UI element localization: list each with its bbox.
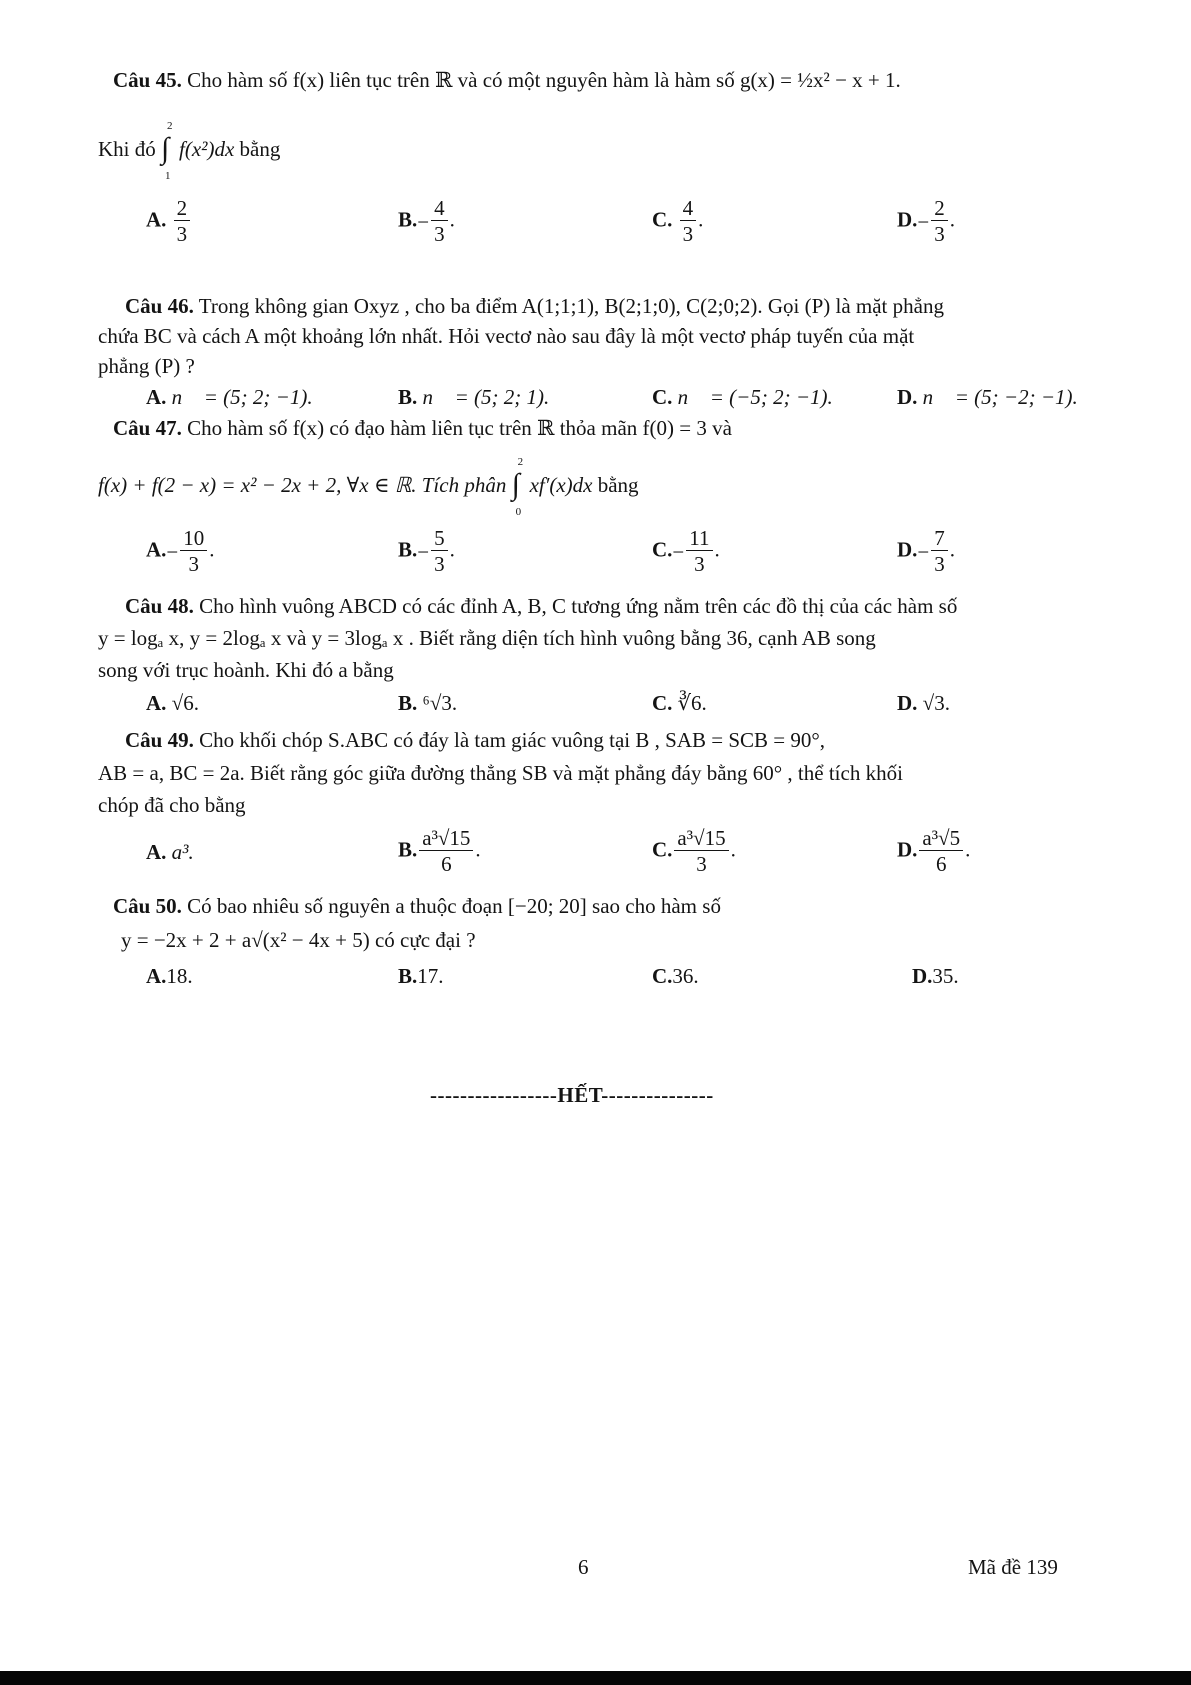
q46-option-b-value: n⃗ = (5; 2; 1). (422, 385, 550, 409)
q49-line3: chóp đã cho bằng (98, 793, 246, 817)
q48-option-c-value: ∛6. (677, 691, 707, 715)
q49-option-d-fraction (919, 826, 963, 877)
q46-option-b (398, 383, 549, 411)
q45-integral-lower: 1 (165, 170, 171, 183)
q49-line1 (125, 726, 825, 754)
q45-option-a-fraction (174, 196, 191, 247)
q48-line3: song với trục hoành. Khi đó a bằng (98, 658, 394, 682)
q46-option-a (146, 383, 313, 411)
q45-b-num: 4 (431, 196, 448, 221)
integral-sign-icon: ∫ (161, 132, 170, 166)
q49-option-b-label: B. (398, 837, 418, 862)
q49-text1: Cho khối chóp S.ABC có đáy là tam giác vuông tại B , SAB = SCB = 90°, (199, 728, 826, 752)
q50-option-d-label: D. (912, 964, 933, 988)
q45-option-a (146, 196, 192, 247)
q47-d-num: 7 (931, 526, 948, 551)
q46-number: Câu 46. (125, 294, 194, 318)
q46-option-c (652, 383, 833, 411)
q49-option-b: B. $\frac{\text{a³√15}}{6}$ . (398, 826, 481, 876)
q47-option-b: B.− $\frac{5}{3}$ . (398, 526, 455, 576)
end-mark: -----------------HẾT--------------- (430, 1083, 714, 1107)
q47-b-den: 3 (434, 552, 445, 576)
q47-option-b-label: B. (398, 537, 418, 562)
q48-option-c-label: C. (652, 691, 673, 715)
q45-c-num: 4 (680, 196, 697, 221)
q47-integral-lower: 0 (515, 506, 522, 519)
q45-a-den: 3 (176, 222, 188, 246)
q48-option-d (897, 689, 950, 717)
q50-line2: y = −2x + 2 + a√(x² − 4x + 5) có cực đại ? (121, 928, 476, 952)
q50-option-c (652, 962, 699, 990)
exam-code: Mã đề 139 (968, 1555, 1058, 1579)
q50-option-b-value: 17. (417, 964, 444, 988)
q45-text1: Cho hàm số f(x) liên tục trên ℝ và có một nguyên hàm là hàm số g(x) = ½x² − x + 1. (187, 68, 901, 92)
q49-b-num: a³√15 (419, 826, 473, 851)
q47-option-a: A.− $\frac{10}{3}$ . (146, 526, 215, 576)
q47-option-c-label: C. (652, 537, 673, 562)
q45-b-den: 3 (434, 222, 445, 246)
q48-option-b (398, 689, 457, 717)
q49-option-c-fraction (674, 826, 728, 877)
q50-number: Câu 50. (113, 894, 182, 918)
q46-option-c-value: n⃗ = (−5; 2; −1). (677, 385, 833, 409)
q45-option-b: B.− $\frac{4}{3}$ . (398, 196, 455, 246)
q47-integral (511, 456, 528, 519)
q46-option-a-value: n⃗ = (5; 2; −1). (171, 385, 313, 409)
q48-option-b-label: B. (398, 691, 418, 715)
q49-option-a-label: A. (146, 840, 167, 864)
q47-text2-post: bằng (597, 473, 639, 497)
q50-option-d-value: 35. (932, 964, 959, 988)
q48-text1: Cho hình vuông ABCD có các đỉnh A, B, C tương ứng nằm trên các đồ thị của các hàm số (199, 594, 958, 618)
page-number: 6 (578, 1555, 589, 1579)
q49-option-b-fraction (419, 826, 473, 877)
q45-option-c: C. $\frac{4}{3}$ . (652, 196, 704, 246)
q49-d-den: 6 (936, 852, 947, 876)
q50-option-b-label: B. (398, 964, 418, 988)
q50-option-c-label: C. (652, 964, 673, 988)
q47-option-b-fraction (431, 526, 448, 577)
q49-c-den: 3 (696, 852, 707, 876)
q49-c-num: a³√15 (674, 826, 728, 851)
integral-sign-icon: ∫ (511, 468, 520, 502)
q47-option-a-fraction (180, 526, 207, 577)
q45-integral-upper: 2 (167, 120, 173, 133)
q49-number: Câu 49. (125, 728, 194, 752)
q47-option-c-fraction (686, 526, 712, 577)
q45-integrand: f(x²)dx (179, 137, 235, 161)
q50-line1 (113, 892, 721, 920)
q48-option-d-value: √3. (922, 691, 950, 715)
q47-option-a-label: A. (146, 537, 167, 562)
q46-option-c-label: C. (652, 385, 673, 409)
q45-option-c-fraction (680, 196, 697, 247)
q48-option-a (146, 689, 199, 717)
q46-option-d (897, 383, 1078, 411)
q45-line2 (98, 120, 281, 183)
q49-option-c-label: C. (652, 837, 673, 862)
q48-number: Câu 48. (125, 594, 194, 618)
q45-option-b-fraction (431, 196, 448, 247)
q47-integral-upper: 2 (517, 456, 524, 469)
q50-option-a-label: A. (146, 964, 167, 988)
q45-d-den: 3 (934, 222, 945, 246)
q48-line1 (125, 592, 957, 620)
q45-d-num: 2 (931, 196, 948, 221)
q47-line1 (113, 414, 732, 442)
q50-option-a-value: 18. (166, 964, 193, 988)
q45-c-den: 3 (682, 222, 694, 246)
q48-line2: y = logₐ x, y = 2logₐ x và y = 3logₐ x . Biết rằng diện tích hình vuông bằng 36, cạnh AB song (98, 626, 876, 650)
q46-line2: chứa BC và cách A một khoảng lớn nhất. Hỏi vectơ nào sau đây là một vectơ pháp tuyến của mặt (98, 324, 915, 348)
scan-edge-bar (0, 1671, 1191, 1685)
q47-b-num: 5 (431, 526, 448, 551)
q47-a-num: 10 (180, 526, 207, 551)
q50-option-c-value: 36. (672, 964, 699, 988)
q46-option-b-label: B. (398, 385, 418, 409)
q47-option-d: D.− $\frac{7}{3}$ . (897, 526, 956, 576)
q45-a-num: 2 (174, 196, 191, 221)
q47-line2 (98, 456, 639, 519)
q46-line3: phẳng (P) ? (98, 354, 195, 378)
q45-option-b-label: B. (398, 207, 418, 232)
q49-option-d: D. $\frac{\text{a³√5}}{6}$ . (897, 826, 971, 876)
q48-option-a-value: √6. (171, 691, 199, 715)
q47-option-d-label: D. (897, 537, 918, 562)
q47-text2-pre: f(x) + f(2 − x) = x² − 2x + 2, ∀x ∈ ℝ. Tích phân (98, 473, 507, 497)
q50-option-a (146, 962, 193, 990)
q47-text1: Cho hàm số f(x) có đạo hàm liên tục trên ℝ thỏa mãn f(0) = 3 và (187, 416, 732, 440)
q49-option-c: C. $\frac{\text{a³√15}}{3}$ . (652, 826, 736, 876)
q46-option-d-label: D. (897, 385, 918, 409)
q49-option-a (146, 838, 194, 866)
q47-number: Câu 47. (113, 416, 182, 440)
q47-option-d-fraction (931, 526, 948, 577)
q47-c-num: 11 (686, 526, 712, 551)
q45-line1 (113, 66, 901, 94)
q46-line1 (125, 292, 944, 320)
q48-option-b-value: ⁶√3. (422, 691, 458, 715)
q45-option-a-label: A. (146, 207, 167, 232)
q47-option-c: C.− $\frac{11}{3}$ . (652, 526, 720, 576)
q49-b-den: 6 (441, 852, 452, 876)
q49-option-d-label: D. (897, 837, 918, 862)
q45-integral (161, 120, 177, 183)
q47-integrand: xf′(x)dx (529, 473, 593, 497)
q47-d-den: 3 (934, 552, 945, 576)
q45-option-d: D.− $\frac{2}{3}$ . (897, 196, 956, 246)
q45-option-c-label: C. (652, 207, 673, 232)
q46-option-a-label: A. (146, 385, 167, 409)
q47-c-den: 3 (694, 552, 705, 576)
q50-text1: Có bao nhiêu số nguyên a thuộc đoạn [−20; 20] sao cho hàm số (187, 894, 721, 918)
q45-number: Câu 45. (113, 68, 182, 92)
q46-option-d-value: n⃗ = (5; −2; −1). (922, 385, 1078, 409)
q45-text2-pre: Khi đó (98, 137, 156, 161)
q47-a-den: 3 (188, 552, 200, 576)
q45-text2-post: bằng (239, 137, 281, 161)
q46-text1: Trong không gian Oxyz , cho ba điểm A(1;1;1), B(2;1;0), C(2;0;2). Gọi (P) là mặt phẳng (198, 294, 944, 318)
q45-option-d-label: D. (897, 207, 918, 232)
q50-option-d (912, 962, 959, 990)
q48-option-a-label: A. (146, 691, 167, 715)
q49-d-num: a³√5 (919, 826, 963, 851)
q49-option-a-value: a³. (171, 840, 194, 864)
q49-line2: AB = a, BC = 2a. Biết rằng góc giữa đường thẳng SB và mặt phẳng đáy bằng 60° , thể tích khối (98, 761, 903, 785)
q50-option-b (398, 962, 444, 990)
q48-option-c (652, 689, 707, 717)
q48-option-d-label: D. (897, 691, 918, 715)
q45-option-d-fraction (931, 196, 948, 247)
